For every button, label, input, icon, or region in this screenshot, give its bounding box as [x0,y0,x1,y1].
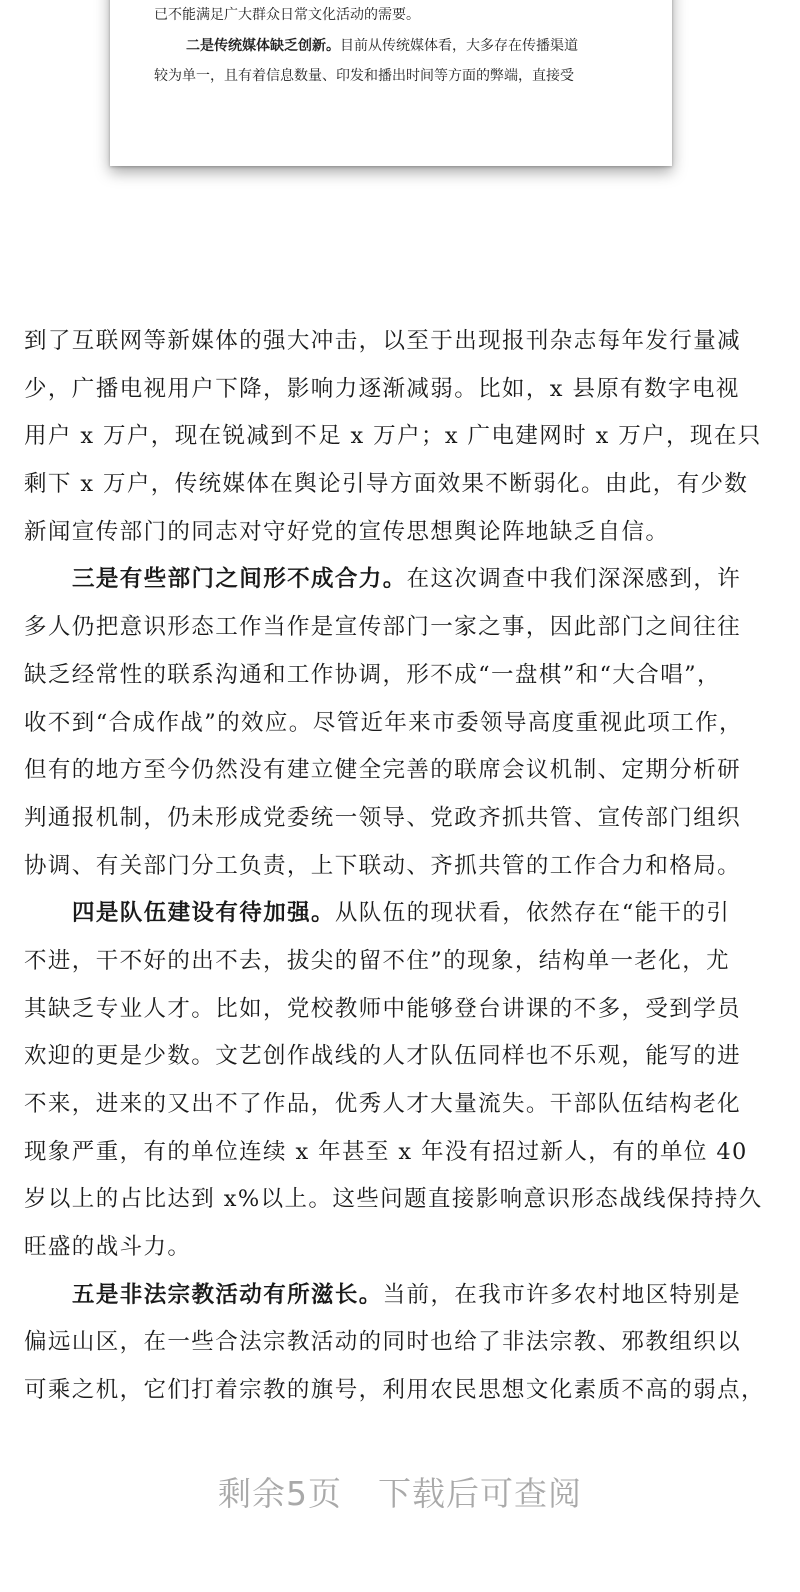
thumbnail-line: 已不能满足广大群众日常文化活动的需要。 [154,7,420,23]
thumbnail-bold-heading: 二是传统媒体缺乏创新。 [186,38,340,54]
section-heading: 四是队伍建设有待加强。 [72,900,335,927]
text-line: 缺乏经常性的联系沟通和工作协调，形不成“一盘棋”和“大合唱”， [24,661,721,688]
text-line: 新闻宣传部门的同志对守好党的宣传思想舆论阵地缺乏自信。 [24,518,670,545]
text-line: 岁以上的占比达到 x%以上。这些问题直接影响意识形态战线保持持久 [24,1186,763,1213]
document-body [24,318,776,1415]
paragraph-start [24,890,776,938]
download-prompt[interactable] [0,1468,800,1515]
paragraph-start [24,556,776,604]
text-line: 剩下 x 万户，传统媒体在舆论引导方面效果不断弱化。由此，有少数 [24,471,749,498]
thumbnail-text: 目前从传统媒体看，大多存在传播渠道 [340,38,578,54]
remaining-pages-label: 剩余5页 [218,1474,342,1513]
section-heading: 三是有些部门之间形不成合力。 [72,566,407,593]
text-line: 少，广播电视用户下降，影响力逐渐减弱。比如，x 县原有数字电视 [24,375,740,402]
text-span: 在这次调查中我们深深感到，许 [406,566,742,593]
page-thumbnail [110,0,672,166]
section-heading: 五是非法宗教活动有所滋长。 [72,1281,383,1308]
text-line: 用户 x 万户，现在锐减到不足 x 万户；x 广电建网时 x 万户，现在只 [24,423,762,450]
thumbnail-line [186,36,642,56]
text-line: 但有的地方至今仍然没有建立健全完善的联席会议机制、定期分析研 [24,757,742,784]
text-line: 现象严重，有的单位连续 x 年甚至 x 年没有招过新人，有的单位 40 [24,1138,748,1165]
text-line: 旺盛的战斗力。 [24,1234,192,1261]
text-line: 多人仍把意识形态工作当作是宣传部门一家之事，因此部门之间往往 [24,614,742,641]
text-span: 从队伍的现状看，依然存在“能干的引 [334,900,731,927]
text-line: 偏远山区，在一些合法宗教活动的同时也给了非法宗教、邪教组织以 [24,1329,742,1356]
text-line: 收不到“合成作战”的效应。尽管近年来市委领导高度重视此项工作， [24,709,743,736]
text-line: 可乘之机，它们打着宗教的旗号，利用农民思想文化素质不高的弱点， [24,1377,765,1404]
text-span: 当前，在我市许多农村地区特别是 [382,1281,742,1308]
text-line: 其缺乏专业人才。比如，党校教师中能够登台讲课的不多，受到学员 [24,995,742,1022]
text-line: 不进，干不好的出不去，拔尖的留不住”的现象，结构单一老化，尤 [24,947,731,974]
paragraph-start [24,1272,776,1320]
text-line: 协调、有关部门分工负责，上下联动、齐抓共管的工作合力和格局。 [24,852,742,879]
download-to-view-label: 下载后可查阅 [378,1474,582,1513]
text-line: 判通报机制，仍未形成党委统一领导、党政齐抓共管、宣传部门组织 [24,804,742,831]
thumbnail-line: 较为单一，且有着信息数量、印发和播出时间等方面的弊端，直接受 [154,68,574,84]
text-line: 欢迎的更是少数。文艺创作战线的人才队伍同样也不乐观，能写的进 [24,1043,742,1070]
text-line: 到了互联网等新媒体的强大冲击，以至于出现报刊杂志每年发行量减 [24,328,742,354]
text-line: 不来，进来的又出不了作品，优秀人才大量流失。干部队伍结构老化 [24,1091,742,1117]
